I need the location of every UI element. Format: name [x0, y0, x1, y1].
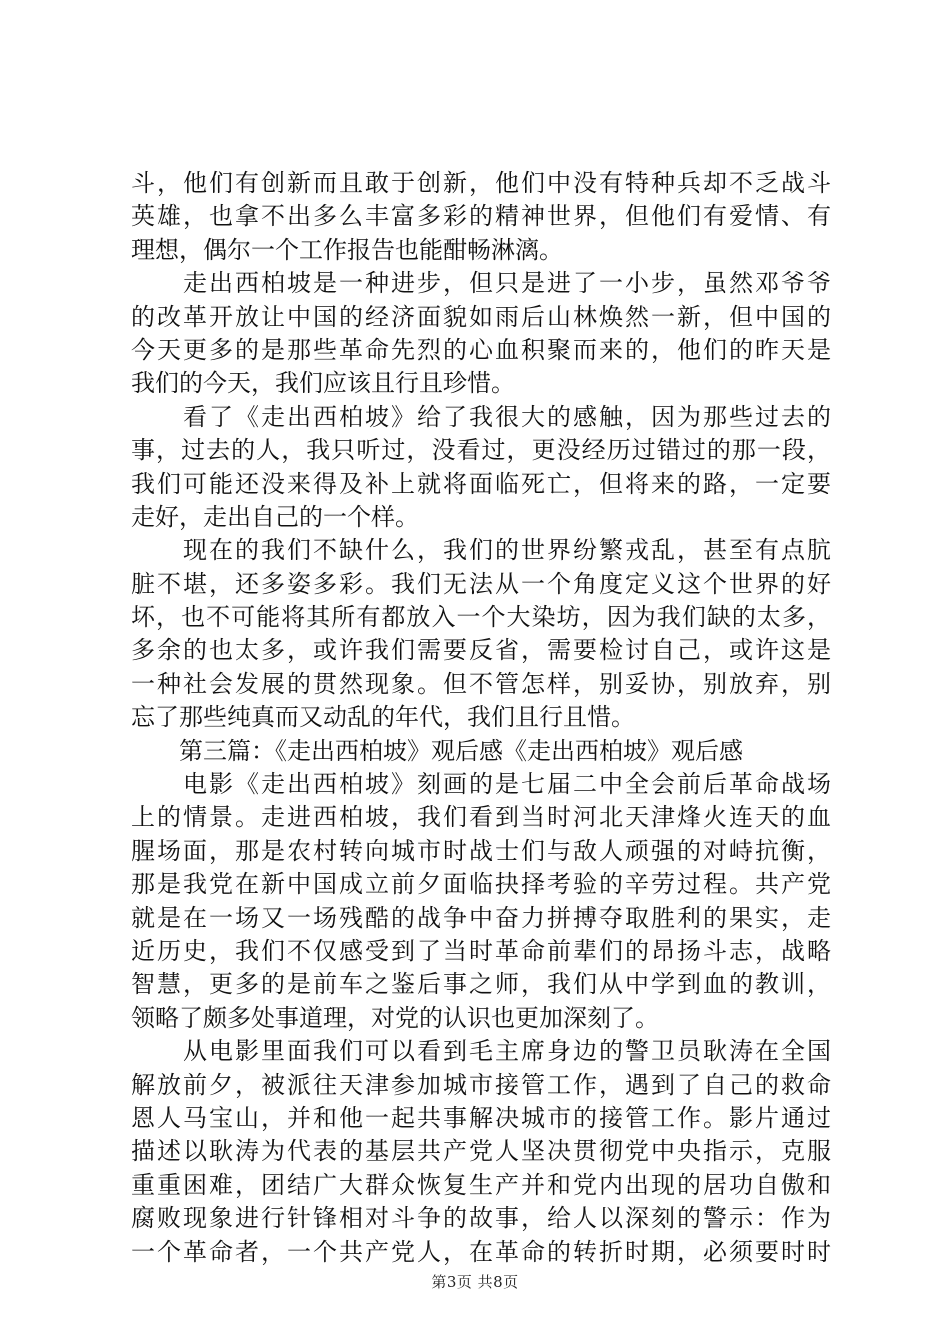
- text-line: 看了《走出西柏坡》给了我很大的感触，因为那些过去的: [131, 402, 831, 431]
- text-line: 英雄，也拿不出多么丰富多彩的精神世界，但他们有爱情、有: [131, 202, 831, 231]
- text-line: 今天更多的是那些革命先烈的心血积聚而来的，他们的昨天是: [131, 335, 831, 364]
- text-line: 从电影里面我们可以看到毛主席身边的警卫员耿涛在全国: [131, 1037, 831, 1066]
- text-line: 忘了那些纯真而又动乱的年代，我们且行且惜。: [131, 703, 635, 732]
- text-line: 描述以耿涛为代表的基层共产党人坚决贯彻党中央指示，克服: [131, 1137, 831, 1166]
- body-text: [131, 167, 831, 1269]
- text-line: 一个革命者，一个共产党人，在革命的转折时期，必须要时时: [131, 1237, 831, 1266]
- text-line: 斗，他们有创新而且敢于创新，他们中没有特种兵却不乏战斗: [131, 169, 831, 197]
- page-footer: 第3页 共8页: [431, 1273, 519, 1291]
- text-line: 多余的也太多，或许我们需要反省，需要检讨自己，或许这是: [131, 636, 831, 665]
- text-line: 智慧，更多的是前车之鉴后事之师，我们从中学到血的教训，: [131, 970, 831, 999]
- text-line: 重重困难，团结广大群众恢复生产并和党内出现的居功自傲和: [131, 1170, 831, 1199]
- text-line: 的改革开放让中国的经济面貌如雨后山林焕然一新，但中国的: [131, 302, 831, 331]
- text-line: 就是在一场又一场残酷的战争中奋力拼搏夺取胜利的果实，走: [131, 903, 831, 932]
- text-line: 恩人马宝山，并和他一起共事解决城市的接管工作。影片通过: [131, 1103, 831, 1132]
- text-line: 近历史，我们不仅感受到了当时革命前辈们的昂扬斗志，战略: [131, 936, 831, 965]
- text-line: 领略了颇多处事道理，对党的认识也更加深刻了。: [131, 1003, 659, 1032]
- text-line: 上的情景。走进西柏坡，我们看到当时河北天津烽火连天的血: [131, 803, 831, 832]
- text-line: 一种社会发展的贯然现象。但不管怎样，别妥协，别放弃，别: [131, 669, 831, 698]
- text-line: 我们的今天，我们应该且行且珍惜。: [131, 369, 515, 398]
- text-line: 走出西柏坡是一种进步，但只是进了一小步，虽然邓爷爷: [131, 269, 831, 298]
- text-line: 脏不堪，还多姿多彩。我们无法从一个角度定义这个世界的好: [131, 569, 831, 598]
- text-line: 事，过去的人，我只听过，没看过，更没经历过错过的那一段，: [131, 436, 831, 465]
- text-line: 那是我党在新中国成立前夕面临抉择考验的辛劳过程。共产党: [131, 870, 831, 899]
- text-line: 腐败现象进行针锋相对斗争的故事，给人以深刻的警示：作为: [131, 1204, 831, 1233]
- text-line: 第三篇：《走出西柏坡》观后感《走出西柏坡》观后感: [131, 736, 743, 765]
- text-line: 坏，也不可能将其所有都放入一个大染坊，因为我们缺的太多，: [131, 603, 831, 632]
- text-line: 解放前夕，被派往天津参加城市接管工作，遇到了自己的救命: [131, 1070, 831, 1099]
- text-line: 腥场面，那是农村转向城市时战士们与敌人顽强的对峙抗衡，: [131, 836, 831, 865]
- text-line: 走好，走出自己的一个样。: [131, 502, 419, 531]
- text-line: 理想，偶尔一个工作报告也能酣畅淋漓。: [131, 235, 563, 264]
- text-line: 电影《走出西柏坡》刻画的是七届二中全会前后革命战场: [131, 770, 831, 799]
- text-line: 我们可能还没来得及补上就将面临死亡，但将来的路，一定要: [131, 469, 831, 498]
- text-line: 现在的我们不缺什么，我们的世界纷繁戎乱，甚至有点肮: [131, 536, 831, 565]
